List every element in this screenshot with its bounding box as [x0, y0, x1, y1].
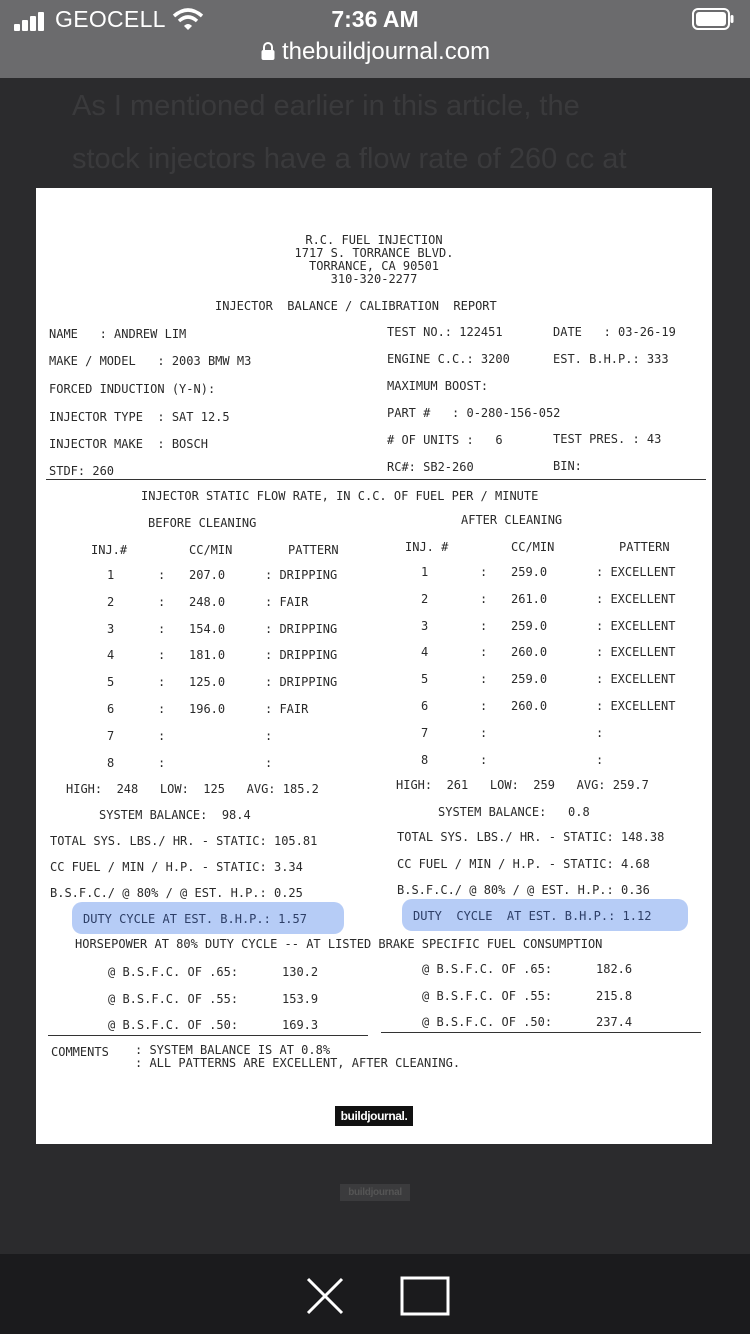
lock-icon: [260, 41, 276, 61]
before-row-inj: 1: [107, 568, 115, 582]
carrier-name: GEOCELL: [55, 6, 166, 32]
before-row-pattern: : DRIPPING: [265, 648, 338, 663]
before-row-inj: 3: [107, 621, 115, 636]
divider: [46, 479, 706, 480]
status-bar: [0, 0, 750, 78]
after-cc-per-hp: CC FUEL / MIN / H.P. - STATIC: 4.68: [397, 857, 650, 871]
background-logo: buildjournal: [340, 1184, 410, 1201]
info-date: DATE : 03-26-19: [553, 325, 676, 339]
after-high-low-avg: HIGH: 261 LOW: 259 AVG: 259.7: [396, 778, 649, 792]
before-row-sep: :: [158, 648, 166, 663]
close-button[interactable]: [303, 1274, 347, 1318]
after-row-inj: 7: [421, 725, 429, 740]
info-injector-make: INJECTOR MAKE : BOSCH: [49, 437, 208, 451]
background-line: stock injectors have a flow rate of 260 cc at: [72, 143, 627, 175]
after-row-ccmin: 260.0: [511, 699, 548, 713]
after-row-sep: :: [480, 618, 488, 633]
after-row-inj: 8: [421, 752, 429, 767]
comment-line: : SYSTEM BALANCE IS AT 0.8%: [135, 1043, 331, 1057]
before-row-sep: :: [158, 568, 166, 582]
after-col-inj: INJ. #: [405, 540, 449, 554]
hp-after-label: @ B.S.F.C. OF .55:: [422, 988, 553, 1003]
after-row-pattern: :: [596, 752, 604, 767]
after-row-sep: :: [480, 752, 488, 767]
after-row-inj: 4: [421, 645, 429, 660]
after-system-balance: SYSTEM BALANCE: 0.8: [438, 805, 590, 819]
before-col-inj: INJ.#: [91, 543, 128, 557]
url-text: thebuildjournal.com: [281, 38, 491, 65]
after-row-pattern: : EXCELLENT: [596, 591, 676, 606]
hp-before-value: 169.3: [282, 1018, 319, 1032]
watermark-logo: buildjournal.: [335, 1106, 413, 1126]
company-name: R.C. FUEL INJECTION: [305, 233, 443, 247]
before-row-sep: :: [158, 621, 166, 636]
hp-before-label: @ B.S.F.C. OF .50:: [108, 1018, 239, 1032]
background-line: As I mentioned earlier in this article, the: [72, 90, 580, 122]
before-row-pattern: :: [265, 755, 273, 770]
before-duty-cycle: DUTY CYCLE AT EST. B.H.P.: 1.57: [83, 912, 307, 926]
close-icon: [303, 1274, 347, 1318]
before-row-pattern: : FAIR: [265, 702, 309, 716]
fullscreen-button[interactable]: [400, 1274, 450, 1318]
before-row-inj: 8: [107, 755, 115, 770]
before-cc-per-hp: CC FUEL / MIN / H.P. - STATIC: 3.34: [50, 860, 303, 874]
hp-after-label: @ B.S.F.C. OF .65:: [422, 962, 553, 976]
after-col-ccmin: CC/MIN: [511, 540, 555, 554]
before-row-inj: 7: [107, 728, 115, 743]
before-row-inj: 6: [107, 702, 115, 716]
before-row-ccmin: 181.0: [189, 648, 226, 663]
before-row-sep: :: [158, 755, 166, 770]
after-total-lbs: TOTAL SYS. LBS./ HR. - STATIC: 148.38: [397, 830, 665, 844]
after-cleaning-label: AFTER CLEANING: [461, 513, 563, 527]
after-col-pattern: PATTERN: [619, 540, 670, 554]
flow-header: INJECTOR STATIC FLOW RATE, IN C.C. OF FUEL PER / MINUTE: [141, 489, 539, 503]
before-row-pattern: : FAIR: [265, 594, 309, 609]
before-row-sep: :: [158, 702, 166, 716]
after-row-pattern: : EXCELLENT: [596, 699, 676, 713]
company-address: 1717 S. TORRANCE BLVD.: [294, 246, 454, 260]
before-cleaning-label: BEFORE CLEANING: [148, 516, 257, 530]
info-make-model: MAKE / MODEL : 2003 BMW M3: [49, 354, 252, 368]
after-row-sep: :: [480, 565, 488, 579]
before-row-ccmin: 196.0: [189, 702, 226, 716]
viewer-toolbar: [0, 1254, 750, 1334]
info-stdf: STDF: 260: [49, 464, 115, 478]
after-row-inj: 6: [421, 699, 429, 713]
before-row-inj: 4: [107, 648, 115, 663]
divider: [48, 1035, 368, 1036]
before-row-pattern: :: [265, 728, 273, 743]
company-phone: 310-320-2277: [330, 272, 418, 286]
info-forced-induction: FORCED INDUCTION (Y-N):: [49, 382, 216, 396]
hp-after-label: @ B.S.F.C. OF .50:: [422, 1015, 553, 1029]
address-bar[interactable]: [0, 38, 750, 66]
after-row-ccmin: 259.0: [511, 565, 548, 579]
info-rc-number: RC#: SB2-260: [387, 460, 474, 474]
after-row-sep: :: [480, 591, 488, 606]
after-row-inj: 1: [421, 565, 429, 579]
before-row-inj: 5: [107, 675, 115, 690]
info-part-number: PART # : 0-280-156-052: [387, 406, 561, 420]
after-bsfc: B.S.F.C./ @ 80% / @ EST. H.P.: 0.36: [397, 883, 650, 897]
after-row-sep: :: [480, 699, 488, 713]
after-row-sep: :: [480, 672, 488, 687]
before-col-pattern: PATTERN: [288, 543, 339, 557]
info-bin: BIN:: [553, 459, 582, 473]
before-col-ccmin: CC/MIN: [189, 543, 233, 557]
hp-before-value: 130.2: [282, 965, 319, 979]
after-row-inj: 3: [421, 618, 429, 633]
info-injector-type: INJECTOR TYPE : SAT 12.5: [49, 410, 230, 424]
hp-before-label: @ B.S.F.C. OF .55:: [108, 991, 239, 1006]
before-row-sep: :: [158, 728, 166, 743]
comment-line: : ALL PATTERNS ARE EXCELLENT, AFTER CLEANING.: [135, 1056, 461, 1070]
after-row-pattern: : EXCELLENT: [596, 565, 676, 579]
before-row-pattern: : DRIPPING: [265, 568, 338, 582]
square-icon: [400, 1274, 450, 1318]
before-total-lbs: TOTAL SYS. LBS./ HR. - STATIC: 105.81: [50, 834, 318, 848]
info-est-bhp: EST. B.H.P.: 333: [553, 352, 669, 366]
before-row-ccmin: 154.0: [189, 621, 226, 636]
info-test-no: TEST NO.: 122451: [387, 325, 503, 339]
comments-label: COMMENTS: [51, 1045, 109, 1059]
battery-icon: [692, 8, 732, 30]
after-row-pattern: : EXCELLENT: [596, 618, 676, 633]
before-row-sep: :: [158, 594, 166, 609]
after-row-inj: 2: [421, 591, 429, 606]
after-row-pattern: : EXCELLENT: [596, 672, 676, 687]
report-image[interactable]: [36, 188, 712, 1144]
before-row-ccmin: 125.0: [189, 675, 226, 690]
info-max-boost: MAXIMUM BOOST:: [387, 379, 489, 393]
hp-before-value: 153.9: [282, 991, 319, 1006]
after-row-ccmin: 259.0: [511, 672, 548, 687]
info-name: NAME : ANDREW LIM: [49, 327, 187, 341]
info-test-pressure: TEST PRES. : 43: [553, 432, 662, 446]
before-row-sep: :: [158, 675, 166, 690]
before-system-balance: SYSTEM BALANCE: 98.4: [99, 808, 251, 822]
before-row-pattern: : DRIPPING: [265, 621, 338, 636]
after-duty-cycle: DUTY CYCLE AT EST. B.H.P.: 1.12: [413, 909, 652, 923]
after-row-pattern: :: [596, 725, 604, 740]
info-engine-cc: ENGINE C.C.: 3200: [387, 352, 510, 366]
company-city: TORRANCE, CA 90501: [308, 259, 440, 273]
before-row-ccmin: 248.0: [189, 594, 226, 609]
report-title: INJECTOR BALANCE / CALIBRATION REPORT: [215, 299, 497, 313]
after-row-pattern: : EXCELLENT: [596, 645, 676, 660]
info-units: # OF UNITS : 6: [387, 433, 503, 447]
after-row-ccmin: 261.0: [511, 591, 548, 606]
after-row-ccmin: 260.0: [511, 645, 548, 660]
hp-after-value: 237.4: [596, 1015, 633, 1029]
before-high-low-avg: HIGH: 248 LOW: 125 AVG: 185.2: [66, 782, 319, 796]
background-article: [72, 80, 712, 186]
divider: [381, 1032, 701, 1033]
before-row-inj: 2: [107, 594, 115, 609]
before-row-ccmin: 207.0: [189, 568, 226, 582]
hp-after-value: 215.8: [596, 988, 633, 1003]
after-row-ccmin: 259.0: [511, 618, 548, 633]
hp-before-label: @ B.S.F.C. OF .65:: [108, 965, 239, 979]
before-row-pattern: : DRIPPING: [265, 675, 338, 690]
after-row-sep: :: [480, 725, 488, 740]
after-row-sep: :: [480, 645, 488, 660]
hp-after-value: 182.6: [596, 962, 633, 976]
after-row-inj: 5: [421, 672, 429, 687]
clock: 7:36 AM: [331, 6, 419, 32]
hp-header: HORSEPOWER AT 80% DUTY CYCLE -- AT LISTED BRAKE SPECIFIC FUEL CONSUMPTION: [75, 937, 603, 951]
before-bsfc: B.S.F.C./ @ 80% / @ EST. H.P.: 0.25: [50, 886, 303, 900]
